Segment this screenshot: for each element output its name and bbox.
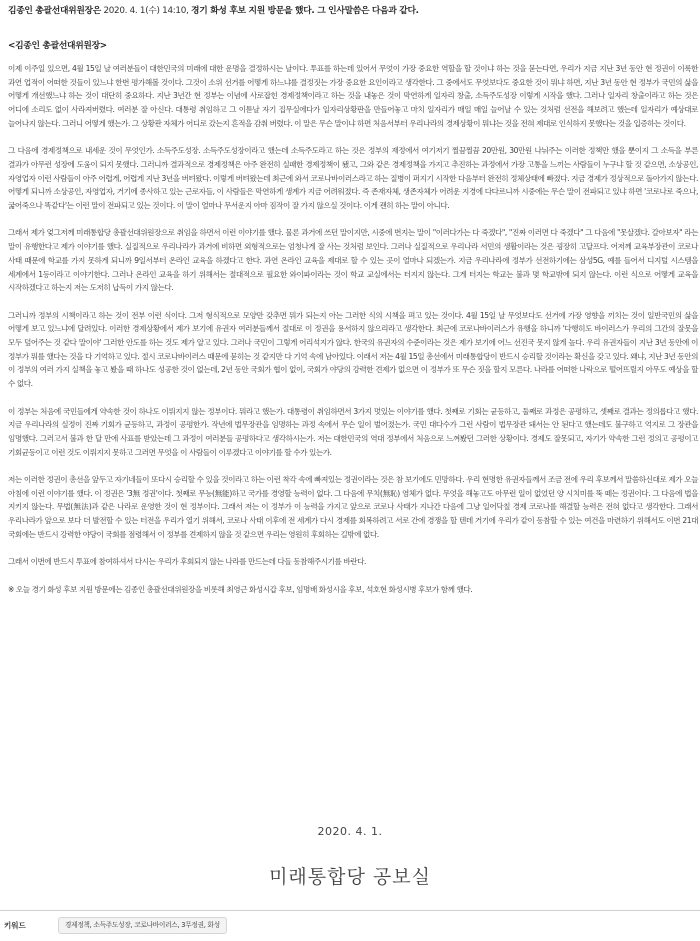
keyword-tags[interactable]: 경제정책, 소득주도성장, 코로나바이러스, 3무정권, 화성 (58, 917, 227, 934)
speech-body (8, 62, 698, 610)
keyword-label: 키워드 (4, 921, 26, 930)
organization-name: 미래통합당 공보실 (269, 866, 431, 888)
headline-datetime: 2020. 4. 1(수) 14:10, (103, 6, 189, 16)
keyword-bar (0, 910, 700, 941)
release-date: 2020. 4. 1. (317, 825, 383, 838)
headline-event: 경기 화성 후보 지원 방문을 했다. 그 인사말씀은 다음과 같다. (191, 6, 419, 16)
attendance-note: ※ 오늘 경기 화성 후보 지원 방문에는 김종인 총괄선대위원장을 비롯해 최영근 화성시갑 후보, 임명배 화성시을 후보, 석호현 화성시병 후보가 함께 했다. (8, 584, 473, 594)
headline-speaker: 김종인 총괄선대위원장은 (8, 6, 101, 16)
headline (8, 4, 692, 18)
speech-paragraph: 그래서 제가 엊그저께 미래통합당 총괄선대위원장으로 취임을 하면서 이런 이야기를 했다. 물론 과거에 쓰던 말이지만, 시중에 번지는 말이 "이러다가는 다 죽겠다", "진짜 이러면 다 죽겠다" 그 다음에 "못살겠다. 갈아보자" 라는 말이 유행한다고 제가 이야기를 했다. 실질적으로 우리나라가 과거에 비하면 외형적으로는 엄청나게 잘 사는 것처럼 보인다. 그러나 실질적으로 우리나라 서민의 생활이라는 것은 굉장히 고달프다. 어저께 교육부장관이 코로나 사태 때문에 학교를 가지 못하게 되니까 9일서부터 온라인 교육을 하겠다고 한다. 과연 온라인 교육을 제대로 할 수 있는 곳이 얼마나 되겠는가. 지금 우리나라에 정부가 선전하기에는 삼성5G, 예를 들어서 디지털 시스템을 세계에서 1등이라고 이야기한다. 그러나 온라인 교육을 하기 위해서는 절대적으로 필요한 와이파이라는 것이 학교 교실에서는 터지지 않는다. 그게 터지는 학교는 불과 몇 학교밖에 되지 않는다. 이런 식으로 어떻게 교육을 시작하겠다고 하는지 저는 도저히 납득이 가지 않는다. (8, 228, 698, 293)
speech-paragraph: 이제 이주일 있으면, 4월 15일 날 여러분들이 대한민국의 미래에 대한 운명을 결정하시는 날이다. 투표를 하는데 있어서 무엇이 가장 중요한 역할을 할 것이냐 하는 것을 묻는다면, 우리가 지금 지난 3년 동안 현 정권이 이룩한 과연 업적이 어떠한 것들이 있느냐 한번 평가해볼 것이다. 그것이 소위 선거를 어떻게 하느냐를 결정짓는 가장 중요한 요인이라고 생각한다. 그 중에서도 무엇보다도 중요한 것이 뭐냐 하면, 지난 3년 동안 현 정부가 국민의 삶을 어떻게 개선했느냐 하는 것이 대단히 중요하다. 지난 3년간 현 정부는 이념에 사로잡힌 경제정책이라고 하는 것을 내놓은 것이 막연하게 일자리 창출, 소득주도성장 이렇게 시작을 했다. 그러나 일자리 창출이라고 하는 것은 어디에 소리도 없이 사라져버렸다. 여러분 잘 아신다. 대통령 취임하고 그 이튿날 자기 집무실에다가 일자리상황판을 만들어놓고 마치 일자리가 매일 매일 늘어날 수 있는 것처럼 선전을 해보려고 했는데 일자리가 예상대로 늘어나지 않는다. 그러니 어떻게 했는가. 그 상황판 자체가 어디로 갔는지 흔적을 감춰 버렸다. 이 말은 무슨 말이냐 하면 처음서부터 우리나라의 경제상황이 뭐냐는 것을 전혀 제대로 인식하지 못했다는 것을 입증하는 것이다. (8, 64, 698, 128)
speech-paragraph: 그 다음에 경제정책으로 내세운 것이 무엇인가. 소득주도성장. 소득주도성장이라고 했는데 소득주도라고 하는 것은 정부의 재정에서 여기저기 찔끔찔끔 20만원, 30만원 나눠주는 이러한 정책만 했을 뿐이지 그 소득을 부른 결과가 아무런 성장에 도움이 되지 못했다. 그러니까 결과적으로 경제정책은 아주 완전히 실패한 경제정책이 됐고, 그와 같은 경제정책을 가지고 추진하는 과정에서 가장 고통을 느끼는 사람들이 누구냐 할 것 같으면, 소상공인, 자영업자 이런 사람들이 아주 어렵게, 어렵게 지난 3년을 버텨왔다. 이렇게 버텨왔는데 최근에 와서 코로나바이러스라고 하는 질병이 퍼지기 시작한 다음부터 완전히 정체상태에 빠졌다. 지금 경제가 정상적으로 돌아가지 않는다. 어떻게 되니까 소상공인, 자영업자, 거기에 종사하고 있는 근로자들, 이 사람들은 막연하게 생계가 지금 어려워졌다. 즉 존재자체, 생존자체가 어려운 지경에 다다르니까 시중에는 무슨 말이 전파되고 있냐 하면 '코로나로 죽으나, 굶어죽으나 똑같다'는 이런 말이 전파되고 있는 것이다. 이 말이 얼마나 무서운지 아마 짐작이 잘 가지 않으실 것이다. 이게 괜히 하는 말이 아니다. (8, 146, 698, 211)
speech-paragraph: 그래서 이번에 반드시 투표에 참여하셔서 다시는 우리가 후회되지 않는 나라를 만드는데 다들 동참해주시기를 바란다. (8, 557, 366, 567)
speaker-label: <김종인 총괄선대위원장> (8, 41, 107, 51)
speech-paragraph: 그러니까 정부의 시책이라고 하는 것이 전부 이런 식이다. 그저 형식적으로 모양만 갖추면 뭐가 되는지 아는 그러한 식의 시책을 펴고 있는 것이다. 4월 15일 날 무엇보다도 선거에 가장 영향을 끼치는 것이 일반국민의 삶을 어떻게 보고 있느냐에 달려있다. 이러한 경제상황에서 제가 보기에 유권자 여러분들께서 절대로 이 정권을 용서하지 않으리라고 생각한다. 최근에 코로나바이러스가 유행을 하니까 '다행히도 바이러스가 우리의 그간의 잘못을 모두 덮어주는 것 같다 말이야' 그러한 안도를 하는 것도 제가 알고 있다. 그러나 국민이 그렇게 어리석지가 않다. 한국의 유권자의 수준이라는 것은 제가 보기에 어느 선진국 못지 않게 높다. 우리 유권자들이 지난 3년 동안에 이 정부가 뭐를 했다는 것을 다 기억하고 있다. 절시 코로나바이러스 때문에 묻히는 것 같지만 다 기억 속에 남아있다. 이래서 저는 4월 15일 총선에서 미래통합당이 반드시 승리할 것이라는 확신을 갖고 있다. 왜냐, 지난 3년 동안의 이 정부의 여러 가지 실책을 놓고 봤을 때 하나도 성공한 것이 없는데, 2년 동안 국회가 협이 없이, 국회가 야당의 강력한 견제가 없으면 이 정부가 또 무슨 짓을 할지 모른다. 나라를 어떠한 나락으로 떨어뜨릴지 아무도 예상을 할 수 없다. (8, 310, 698, 389)
speech-paragraph: 이 정부는 처음에 국민들에게 약속한 것이 하나도 이뤄지지 않는 정부이다. 뭐라고 했는가. 대통령이 취임하면서 3가지 멋있는 이야기를 했다. 첫째로 기회는 균등하고, 둘째로 과정은 공평하고, 셋째로 결과는 정의롭다고 했다. 지금 우리나라의 실정이 진짜 기회가 균등하고, 과정이 공평한가. 작년에 법무장관을 임명하는 과정 속에서 무슨 일이 벌어졌는가. 국민 대다수가 그런 사람이 법무장관 돼서는 안 된다고 했는데도 불구하고 억지로 그 장관을 임명했다. 그러고서 불과 한 달 만에 사표를 받았는데 그 과정이 여러분들 공평하다고 생각하시는가. 저는 대한민국의 역대 정부에서 처음으로 느껴봤던 그러한 상황이다. 경제도 잘못되고, 자기가 약속한 그런 정의고 공평이고 기회균등이고 이런 것도 이뤄지지 못하고 그러면 무엇을 이 사람들이 이루겠다고 이야기를 할 수가 있는가. (8, 406, 698, 457)
speech-paragraph: 저는 이러한 정권이 총선을 앞두고 자기네들이 또다시 승리할 수 있을 것이라고 하는 이런 착각 속에 빠져있는 정권이라는 것은 참 보기에도 민망하다. 우리 현명한 유권자들께서 조금 전에 우리 후보께서 말씀하신대로 제가 오늘 아침에 이런 이야기를 했다. 이 정권은 '3無 정권'이다. 첫째로 무능(無能)하고 국가를 경영할 능력이 없다. 그 다음에 무치(無恥) 염체가 없다. 무엇을 해놓고도 아무런 일이 없었던 양 시치미를 뚝 떼는 정권이다. 그 다음에 법을 지키지 않는다. 무법(無法)과 같은 나라로 운영한 것이 현 정부이다. 그래서 저는 이 정부가 이 능력을 가지고 앞으로 코로나 사태가 지나간 다음에 그냥 일어닥칠 경제 코로나를 해결할 능력은 전혀 없다고 생각한다. 그래서 우리나라가 앞으로 보다 더 발전할 수 있는 터전을 우리가 열기 위해서, 코로나 사태 이후에 전 세계가 다시 경제를 회복하려고 서로 간에 경쟁을 할 텐데 거기에 우리가 같이 동참할 수 있는 여건을 마련하기 위해서도 이번 21대 국회에는 반드시 강력한 야당이 국회를 점령해서 이 정부를 견제하지 않을 것 같으면 우리는 영원히 후회하는 길밖에 없다. (8, 475, 698, 539)
